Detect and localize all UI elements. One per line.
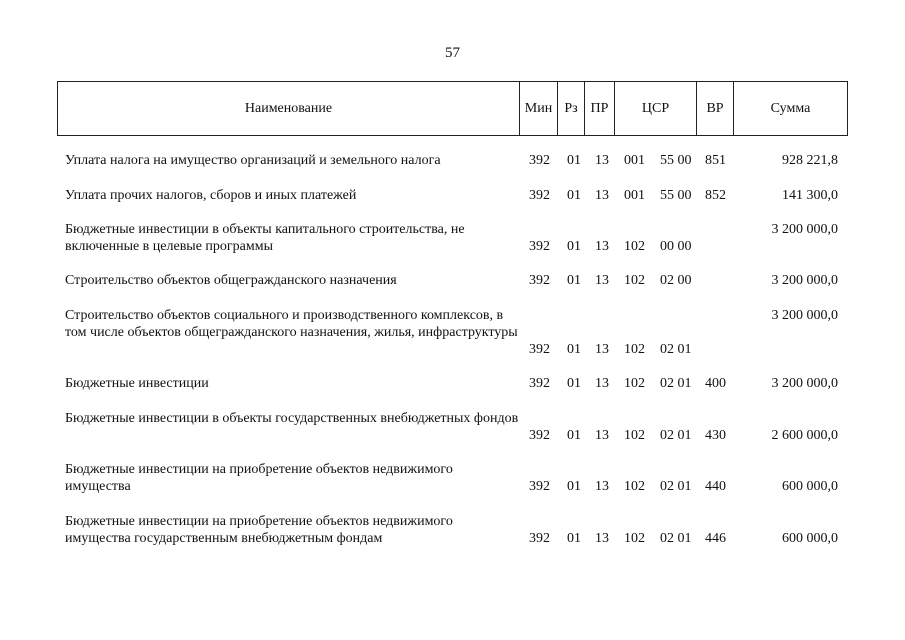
row-csr-prefix: 001: [624, 153, 645, 168]
row-min: 392: [529, 376, 550, 391]
row-pr: 13: [595, 342, 609, 357]
row-sum: 600 000,0: [782, 531, 838, 546]
row-csr-suffix: 02 01: [660, 531, 692, 546]
row-rz: 01: [567, 531, 581, 546]
row-min: 392: [529, 531, 550, 546]
row-csr-suffix: 55 00: [660, 188, 692, 203]
row-name: Уплата налога на имущество организаций и земельного налога: [65, 153, 441, 168]
header-vr: ВР: [697, 82, 734, 135]
row-sum: 3 200 000,0: [771, 308, 838, 323]
row-csr-prefix: 102: [624, 273, 645, 288]
row-sum: 2 600 000,0: [771, 428, 838, 443]
row-csr-suffix: 02 01: [660, 342, 692, 357]
row-csr-prefix: 102: [624, 531, 645, 546]
header-rz: Рз: [558, 82, 585, 135]
row-vr: 851: [705, 153, 726, 168]
row-name: Бюджетные инвестиции в объекты государственных внебюджетных фондов: [65, 411, 519, 426]
row-min: 392: [529, 153, 550, 168]
row-min: 392: [529, 342, 550, 357]
row-rz: 01: [567, 188, 581, 203]
row-pr: 13: [595, 188, 609, 203]
row-sum: 600 000,0: [782, 479, 838, 494]
row-sum: 3 200 000,0: [771, 222, 838, 237]
row-csr-prefix: 102: [624, 479, 645, 494]
row-csr-suffix: 02 00: [660, 273, 692, 288]
row-csr-prefix: 102: [624, 428, 645, 443]
row-rz: 01: [567, 479, 581, 494]
row-csr-prefix: 102: [624, 376, 645, 391]
page-number: 57: [445, 45, 460, 61]
row-csr-suffix: 00 00: [660, 239, 692, 254]
row-min: 392: [529, 188, 550, 203]
row-pr: 13: [595, 428, 609, 443]
row-vr: 446: [705, 531, 726, 546]
row-name: Строительство объектов социального и производственного комплексов, в том числе объектов общегражданского назначения, жилья, инфраструктуры: [65, 308, 518, 340]
row-min: 392: [529, 239, 550, 254]
header-min: Мин: [520, 82, 558, 135]
row-name: Бюджетные инвестиции на приобретение объектов недвижимого имущества: [65, 462, 453, 494]
header-pr: ПР: [585, 82, 615, 135]
row-name: Строительство объектов общегражданского назначения: [65, 273, 397, 288]
row-pr: 13: [595, 376, 609, 391]
row-csr-prefix: 001: [624, 188, 645, 203]
row-name: Бюджетные инвестиции на приобретение объектов недвижимого имущества государственным внебюджетным фондам: [65, 514, 453, 546]
row-csr-suffix: 02 01: [660, 479, 692, 494]
row-pr: 13: [595, 531, 609, 546]
row-pr: 13: [595, 479, 609, 494]
row-vr: 852: [705, 188, 726, 203]
row-csr-suffix: 55 00: [660, 153, 692, 168]
row-csr-prefix: 102: [624, 239, 645, 254]
row-min: 392: [529, 273, 550, 288]
row-vr: 400: [705, 376, 726, 391]
row-csr-prefix: 102: [624, 342, 645, 357]
row-rz: 01: [567, 153, 581, 168]
row-rz: 01: [567, 376, 581, 391]
row-vr: 440: [705, 479, 726, 494]
row-sum: 3 200 000,0: [771, 273, 838, 288]
header-sum: Сумма: [770, 100, 811, 116]
row-pr: 13: [595, 273, 609, 288]
row-csr-suffix: 02 01: [660, 428, 692, 443]
row-rz: 01: [567, 273, 581, 288]
row-pr: 13: [595, 153, 609, 168]
row-csr-suffix: 02 01: [660, 376, 692, 391]
row-rz: 01: [567, 428, 581, 443]
row-sum: 928 221,8: [782, 153, 838, 168]
row-vr: 430: [705, 428, 726, 443]
row-sum: 3 200 000,0: [771, 376, 838, 391]
header-name: Наименование: [58, 82, 520, 135]
row-min: 392: [529, 428, 550, 443]
row-rz: 01: [567, 239, 581, 254]
row-name: Бюджетные инвестиции: [65, 376, 209, 391]
row-name: Уплата прочих налогов, сборов и иных платежей: [65, 188, 357, 203]
table-header: [57, 81, 848, 136]
row-min: 392: [529, 479, 550, 494]
row-name: Бюджетные инвестиции в объекты капитального строительства, не включенные в целевые программы: [65, 222, 465, 254]
row-pr: 13: [595, 239, 609, 254]
row-sum: 141 300,0: [782, 188, 838, 203]
header-csr: ЦСР: [615, 82, 697, 135]
row-rz: 01: [567, 342, 581, 357]
